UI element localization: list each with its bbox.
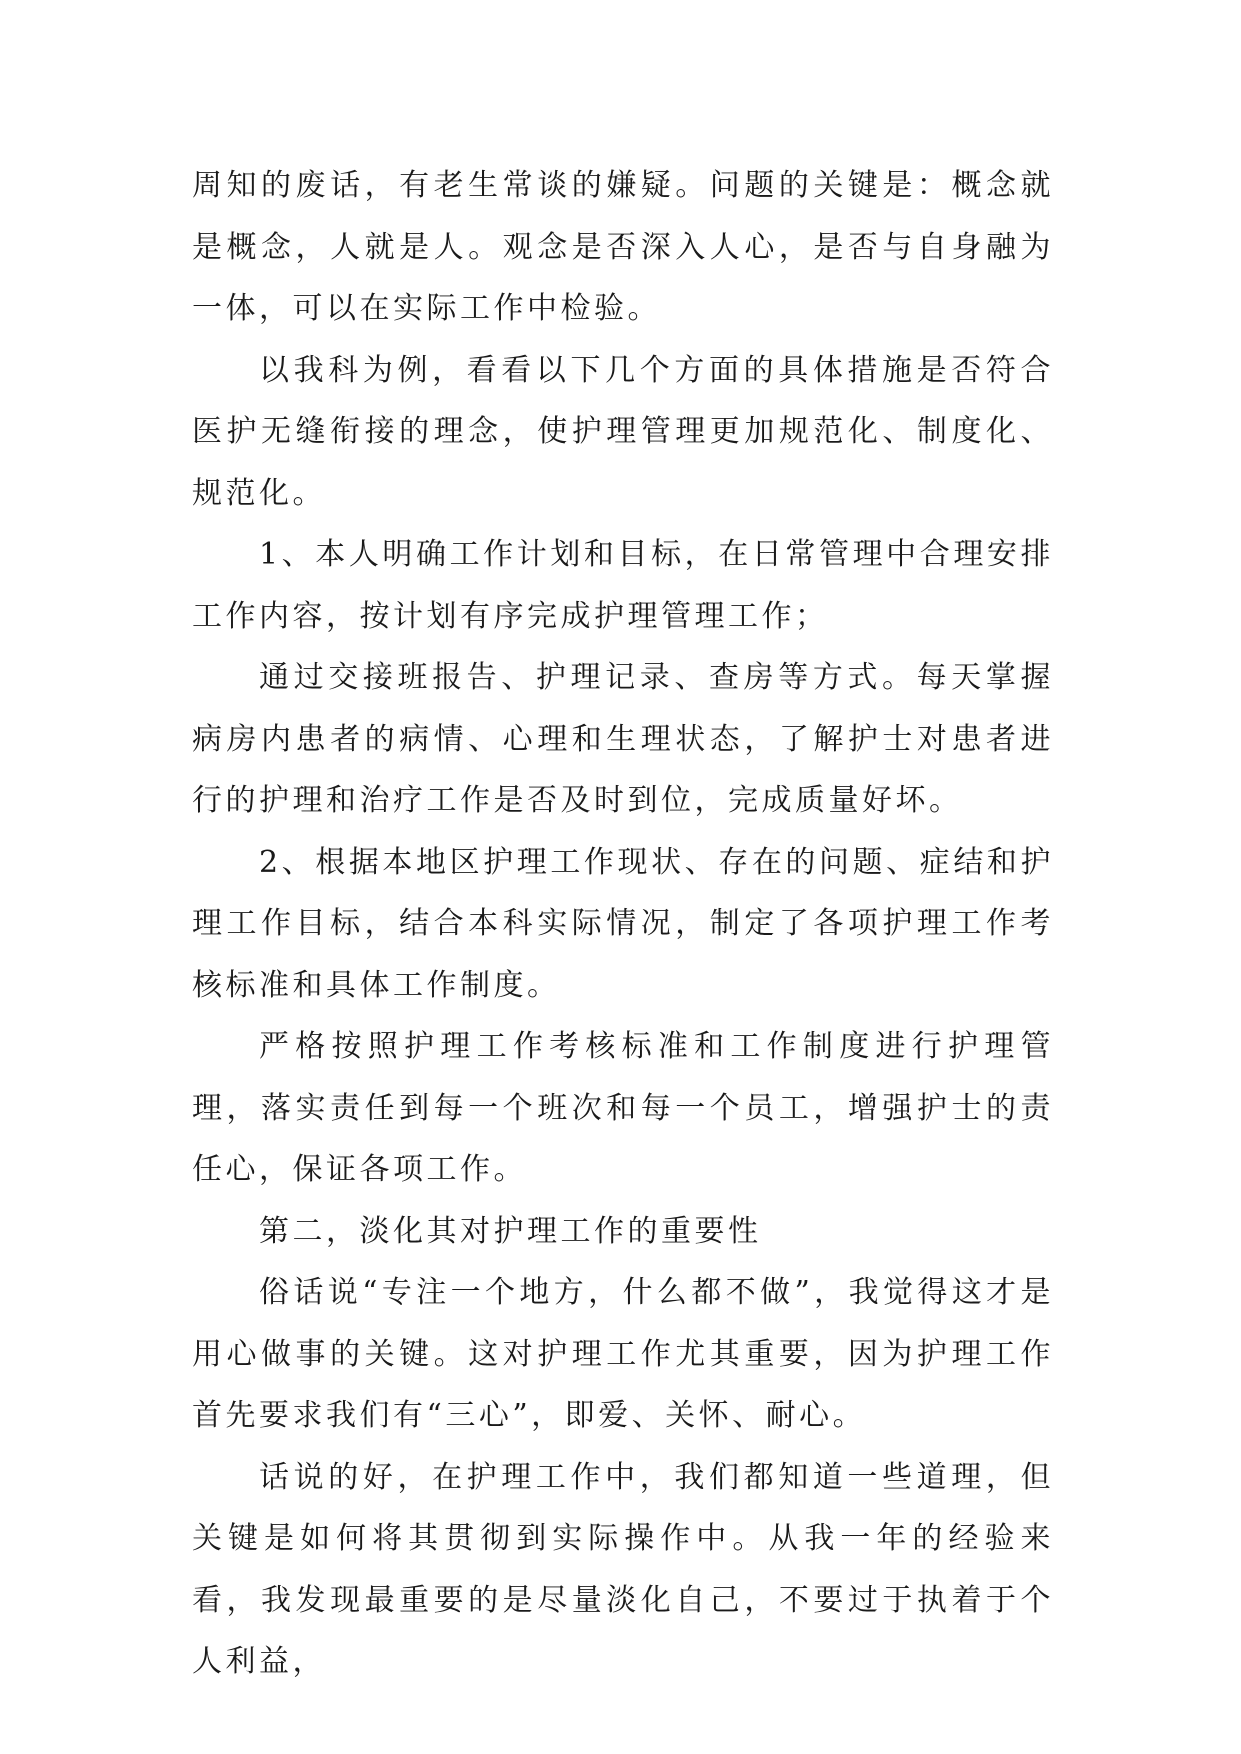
paragraph-8: 话说的好，在护理工作中，我们都知道一些道理，但关键是如何将其贯彻到实际操作中。从我一年的经验来看，我发现最重要的是尽量淡化自己，不要过于执着于个人利益， bbox=[192, 1459, 1054, 1679]
paragraph-6: 严格按照护理工作考核标准和工作制度进行护理管理，落实责任到每一个班次和每一个员工，增强护士的责任心，保证各项工作。 bbox=[192, 1029, 1054, 1187]
paragraph-2: 以我科为例，看看以下几个方面的具体措施是否符合医护无缝衔接的理念，使护理管理更加规范化、制度化、规范化。 bbox=[192, 352, 1054, 511]
paragraph-7: 俗话说“专注一个地方，什么都不做”，我觉得这才是用心做事的关键。这对护理工作尤其重要，因为护理工作首先要求我们有“三心”，即爱、关怀、耐心。 bbox=[192, 1275, 1054, 1433]
paragraph-3: 1、本人明确工作计划和目标，在日常管理中合理安排工作内容，按计划有序完成护理管理工作； bbox=[192, 537, 1054, 634]
paragraph-4: 通过交接班报告、护理记录、查房等方式。每天掌握病房内患者的病情、心理和生理状态，了解护士对患者进行的护理和治疗工作是否及时到位，完成质量好坏。 bbox=[192, 660, 1054, 818]
paragraph-5: 2、根据本地区护理工作现状、存在的问题、症结和护理工作目标，结合本科实际情况，制定了各项护理工作考核标准和具体工作制度。 bbox=[192, 844, 1054, 1003]
paragraph-1: 周知的废话，有老生常谈的嫌疑。问题的关键是：概念就是概念，人就是人。观念是否深入人心，是否与自身融为一体，可以在实际工作中检验。 bbox=[192, 168, 1054, 326]
document-body bbox=[192, 155, 1054, 1693]
section-heading: 第二，淡化其对护理工作的重要性 bbox=[259, 1213, 762, 1249]
